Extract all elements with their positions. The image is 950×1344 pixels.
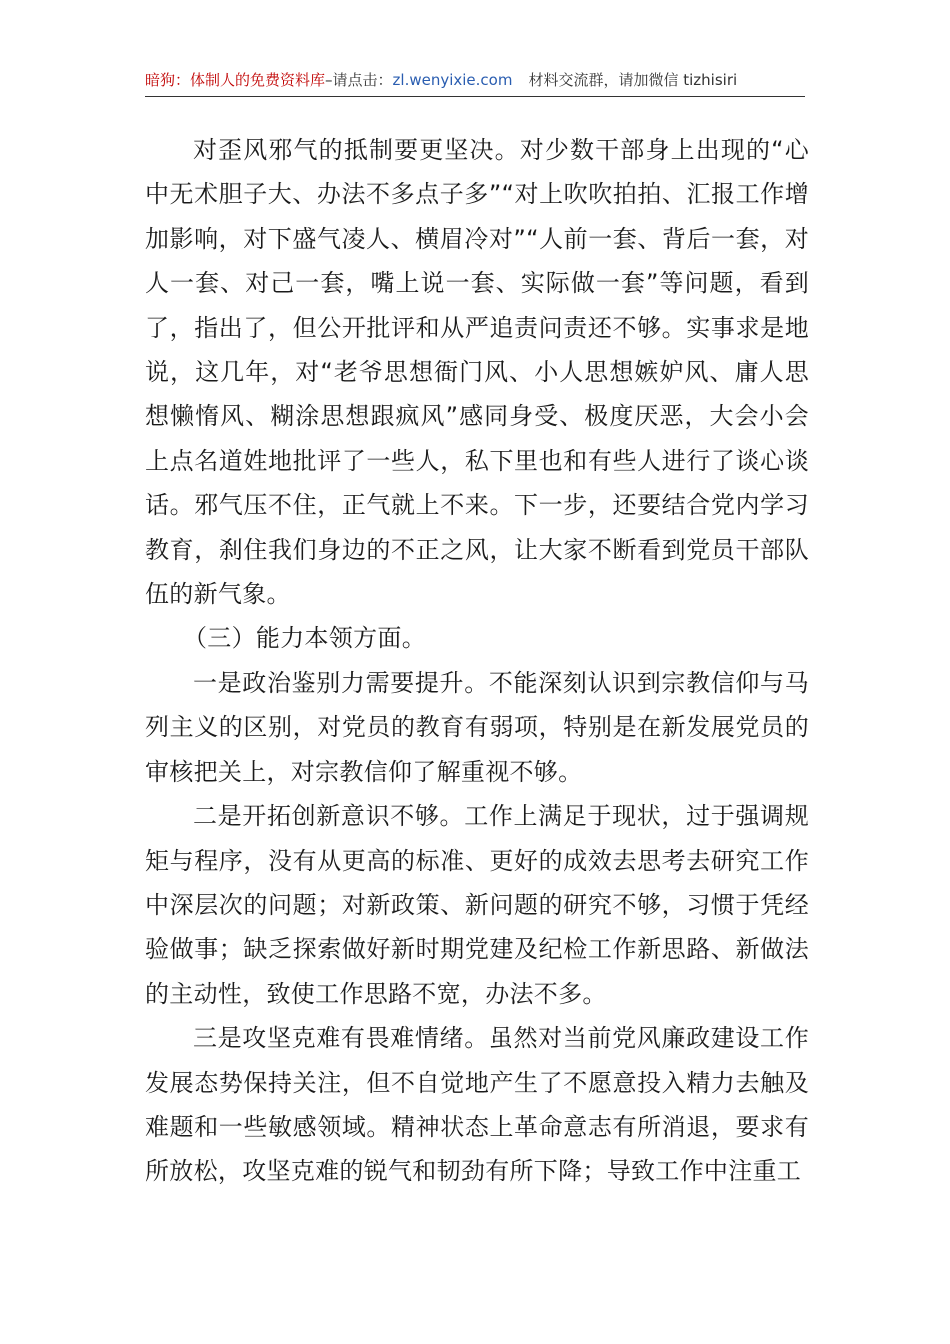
paragraph-tackling-difficulties: 三是攻坚克难有畏难情绪。虽然对当前党风廉政建设工作发展态势保持关注，但不自觉地产生了不愿意投入精力去触及难题和一些敏感领域。精神状态上革命意志有所消退，要求有所放松，攻坚克难的锐气和韧劲有所下降；导致工作中注重工 bbox=[145, 1024, 809, 1186]
header-group-info: 材料交流群，请加微信 tizhisiri bbox=[528, 71, 738, 89]
header-link[interactable]: zl.wenyixie.com bbox=[392, 71, 513, 89]
header-brand: 暗狗：体制人的免费资料库 bbox=[145, 71, 326, 89]
paragraph-political-discernment: 一是政治鉴别力需要提升。不能深刻认识到宗教信仰与马列主义的区别，对党员的教育有弱项，特别是在新发展党员的审核把关上，对宗教信仰了解重视不够。 bbox=[145, 668, 809, 786]
header-prompt: –请点击： bbox=[325, 71, 393, 89]
document-body bbox=[145, 128, 809, 1194]
paragraph-innovation: 二是开拓创新意识不够。工作上满足于现状，过于强调规矩与程序，没有从更高的标准、更好的成效去思考去研究工作中深层次的问题；对新政策、新问题的研究不够，习惯于凭经验做事；缺乏探索做好新时期党建及纪检工作新思路、新做法的主动性，致使工作思路不宽，办法不多。 bbox=[145, 802, 809, 1008]
paragraph-anti-unhealthy-trends: 对歪风邪气的抵制要更坚决。对少数干部身上出现的“心中无术胆子大、办法不多点子多”“对上吹吹拍拍、汇报工作增加影响，对下盛气凌人、横眉冷对”“人前一套、背后一套，对人一套、对己一套，嘴上说一套、实际做一套”等问题，看到了，指出了，但公开批评和从严追责问责还不够。实事求是地说，这几年，对“老爷思想衙门风、小人思想嫉妒风、庸人思想懒惰风、糊涂思想跟疯风”感同身受、极度厌恶，大会小会上点名道姓地批评了一些人，私下里也和有些人进行了谈心谈话。邪气压不住，正气就上不来。下一步，还要结合党内学习教育，刹住我们身边的不正之风，让大家不断看到党员干部队伍的新气象。 bbox=[145, 136, 809, 609]
page-header bbox=[145, 68, 805, 97]
section-heading-ability: （三）能力本领方面。 bbox=[183, 624, 426, 653]
